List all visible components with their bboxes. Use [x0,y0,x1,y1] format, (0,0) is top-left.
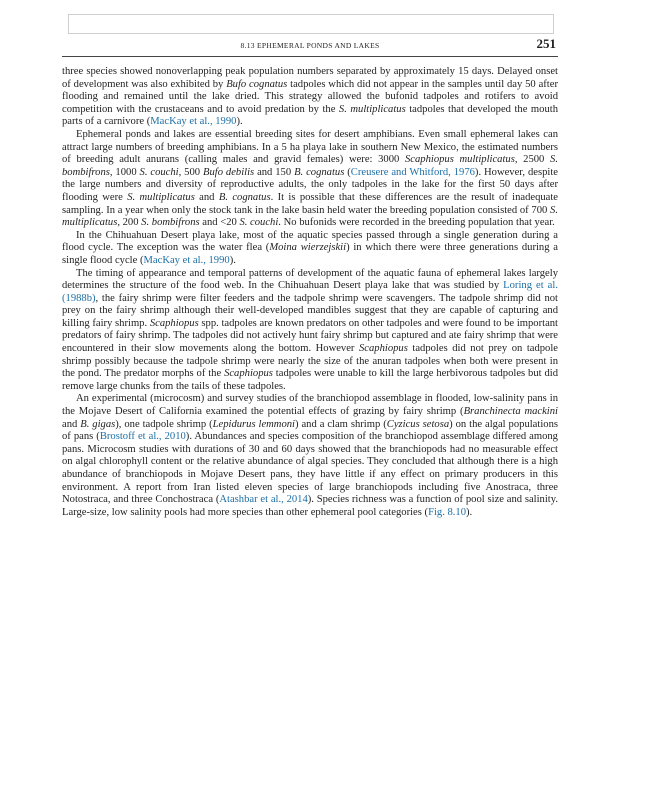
page-corner-frame [68,14,554,34]
text-run: , 2500 [514,154,551,166]
text-run: and 150 [254,166,295,178]
species-name: S. multiplicatus [62,204,558,229]
text-run: , 500 [178,166,203,178]
citation-link[interactable]: Atashbar et al., 2014 [219,494,308,506]
page-number: 251 [536,36,556,51]
species-name: Branchinecta mackini [463,406,558,418]
species-name: Lepidurus lemmoni [212,418,295,430]
text-run: tadpoles were unable to kill the large herbivorous tadpoles but did remove large chunks from the tails of these tadpoles. [62,368,559,392]
text-run: ). Species richness was a function of pool size and salinity. Large-size, low salinity pools had more species than other ephemeral pool categories ( [62,494,559,518]
species-name: S. couchi [239,217,279,229]
text-run: , the fairy shrimp were filter feeders and the tadpole shrimp were scavengers. The tadpole shrimp did not prey on the fairy shrimp although their well-developed mandibles suggest that they are capable of capturing and killing fairy shrimp. [62,292,558,329]
species-name: Scaphiopus multiplicatus [405,154,515,166]
text-run: , 200 [117,217,142,229]
species-name: Bufo debilis [202,166,255,178]
species-name: B. cognatus [294,166,345,178]
species-name: Scaphiopus [224,368,273,380]
text-run: In the Chihuahuan Desert playa lake, most of the aquatic species passed through a single generation during a flood cycle. The exception was the water flea ( [62,229,558,254]
citation-link[interactable]: MacKay et al., 1990 [150,116,237,128]
species-name: S. bombifrons [62,154,558,178]
citation-link[interactable]: Loring et al. (1988b) [62,280,558,304]
section-title: 8.13 EPHEMERAL PONDS AND LAKES [240,41,380,50]
text-run: ). However, despite the large numbers and diversity of reproductive adults, the only tadpoles in the lake for the first 50 days after flooding were [62,166,558,203]
text-run: and [62,418,81,430]
text-run: and [194,191,219,203]
text-run: . It is possible that these differences are the result of inadequate sampling. In a year when only the stock tank in the lake basin held water the breeding population consisted of 700 [62,191,559,216]
text-run: spp. tadpoles are known predators on other tadpoles and were found to be important predators of fairy shrimp. The tadpoles did not actively hunt fairy shrimp but captured and ate fairy shrimp that were encountered in their slow movements along the bottom. However [62,317,559,355]
text-run: ). [466,506,473,518]
text-run: ). [236,116,243,128]
text-run: ) on the algal populations of pans ( [62,418,558,443]
paragraph [62,230,558,268]
running-header [62,34,558,57]
text-run: . No bufonids were recorded in the breeding population that year. [278,217,555,229]
species-name: Cyzicus setosa [386,418,450,430]
species-name: B. cognatus [218,191,271,203]
citation-link[interactable]: Brostoff et al., 2010 [99,431,186,443]
paragraph [62,66,558,129]
text-run: tadpoles which did not appear in the samples until day 50 after flooding and remained until the lake dried. This strategy allowed the bufonid tadpoles and rotifers to avoid competition with the crustaceans and to avoid predation by the [62,78,558,115]
species-name: S. multiplicatus [127,191,195,203]
text-run: , 1000 [109,166,140,178]
body-text [62,66,558,519]
species-name: S. couchi [139,166,179,178]
species-name: B. gigas [80,418,116,430]
species-name: Scaphiopus [149,317,199,329]
text-run: Ephemeral ponds and lakes are essential breeding sites for desert amphibians. Even small ephemeral lakes can attract large numbers of breeding amphibians. In a 5 ha playa lake in southern New Mexico, the estimated numbers of breeding adult anurans (calling males and gravid females) were: 3000 [62,128,558,166]
text-run: three species showed nonoverlapping peak population numbers separated by approximately 15 days. Delayed onset of development was also exhibited by [62,66,558,90]
species-name: Scaphiopus [359,343,408,355]
species-name: S. bombifrons [141,217,200,229]
text-run: and <20 [199,217,240,229]
text-run: ) in which there were three generations during a single flood cycle ( [62,242,558,266]
species-name: Bufo cognatus [226,78,288,90]
text-run: The timing of appearance and temporal patterns of development of the aquatic fauna of ephemeral lakes largely determines the structure of the food web. In the Chihuahuan Desert playa lake that was studied by [62,267,558,292]
species-name: S. multiplicatus [338,103,406,115]
text-run: An experimental (microcosm) and survey studies of the branchiopod assemblage in flooded, low-salinity pans in the Mojave Desert of California examined the potential effects of grazing by fairy shrimp ( [62,393,558,418]
text-run: ) and a clam shrimp ( [295,418,387,430]
citation-link[interactable]: Fig. 8.10 [428,506,467,518]
paragraph [62,393,558,519]
citation-link[interactable]: MacKay et al., 1990 [143,254,230,266]
text-run: ), one tadpole shrimp ( [115,418,213,430]
paragraph [62,129,558,230]
text-run: ). [229,254,236,266]
species-name: Moina wierzejskii [269,242,347,254]
text-run: ( [344,166,351,178]
citation-link[interactable]: Creusere and Whitford, 1976 [350,166,475,178]
text-run: tadpoles that developed the mouth parts of a carnivore ( [62,103,558,128]
text-run: tadpoles did not prey on tadpole shrimp possibly because the tadpole shrimp were nearly the size of the anuran tadpoles when both were present in the pond. The predator morphs of the [62,343,559,380]
paragraph [62,268,558,394]
text-run: ). Abundances and species composition of the branchiopod assemblage differed among pans. Microcosm studies with durations of 30 and 60 days showed that the branchiopods had no measurable effect on algal chlorophyll content or the relative abundance of algal species. They concluded that although there is a high abundance of branchiopods in Mojave Desert pans, they have little if any effect on primary producers in this environment. A report from Iran listed eleven species of large branchiopods including five Anostraca, three Notostraca, and three Conchostraca ( [62,431,558,506]
